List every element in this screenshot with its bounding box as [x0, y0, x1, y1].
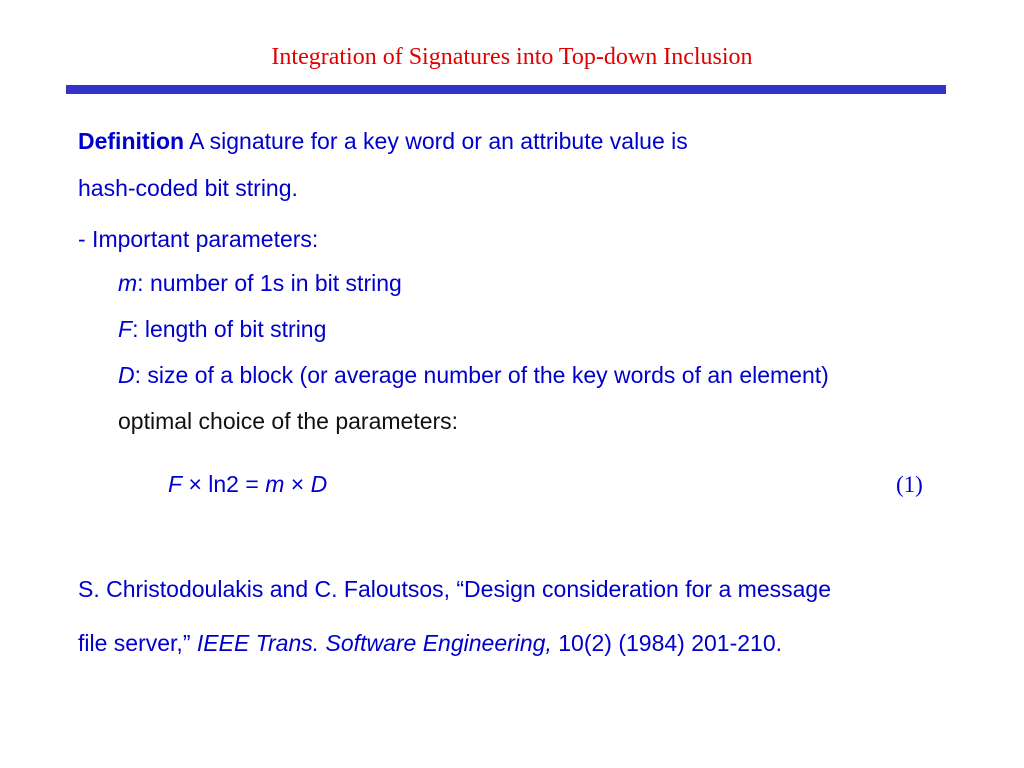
definition-term: Definition [78, 128, 185, 154]
equation-var-f: F [168, 471, 183, 497]
definition-text-1: A signature for a key word or an attribute value is [184, 128, 688, 154]
equation [168, 473, 327, 496]
parameter-m [118, 272, 402, 295]
reference-journal: IEEE Trans. Software Engineering, [196, 630, 552, 656]
equation-ln2: ln2 = [208, 471, 266, 497]
equation-var-m: m [265, 471, 285, 497]
equation-var-d: D [310, 471, 328, 497]
optimal-choice-note: optimal choice of the parameters: [118, 408, 459, 434]
parameter-desc: : number of 1s in bit string [137, 270, 402, 296]
definition-line-2: hash-coded bit string. [78, 175, 298, 201]
reference-line-1: S. Christodoulakis and C. Faloutsos, “Design consideration for a message [78, 576, 831, 602]
slide-title: Integration of Signatures into Top-down Inclusion [271, 44, 753, 70]
parameter-symbol: F [118, 316, 133, 342]
equation-times: × [182, 471, 209, 497]
equation-number: (1) [896, 472, 923, 497]
reference-line-2 [78, 632, 782, 655]
parameter-f [118, 318, 326, 341]
parameter-desc: : length of bit string [132, 316, 327, 342]
reference-text: file server,” [78, 630, 197, 656]
parameter-d [118, 364, 829, 387]
reference-text: 10(2) (1984) 201-210. [551, 630, 783, 656]
equation-times: × [284, 471, 311, 497]
parameters-heading: - Important parameters: [78, 226, 319, 252]
parameter-symbol: D [118, 362, 135, 388]
parameter-symbol: m [118, 270, 138, 296]
parameter-desc: : size of a block (or average number of the key words of an element) [134, 362, 829, 388]
definition-line-1 [78, 130, 688, 153]
title-divider [66, 85, 946, 94]
